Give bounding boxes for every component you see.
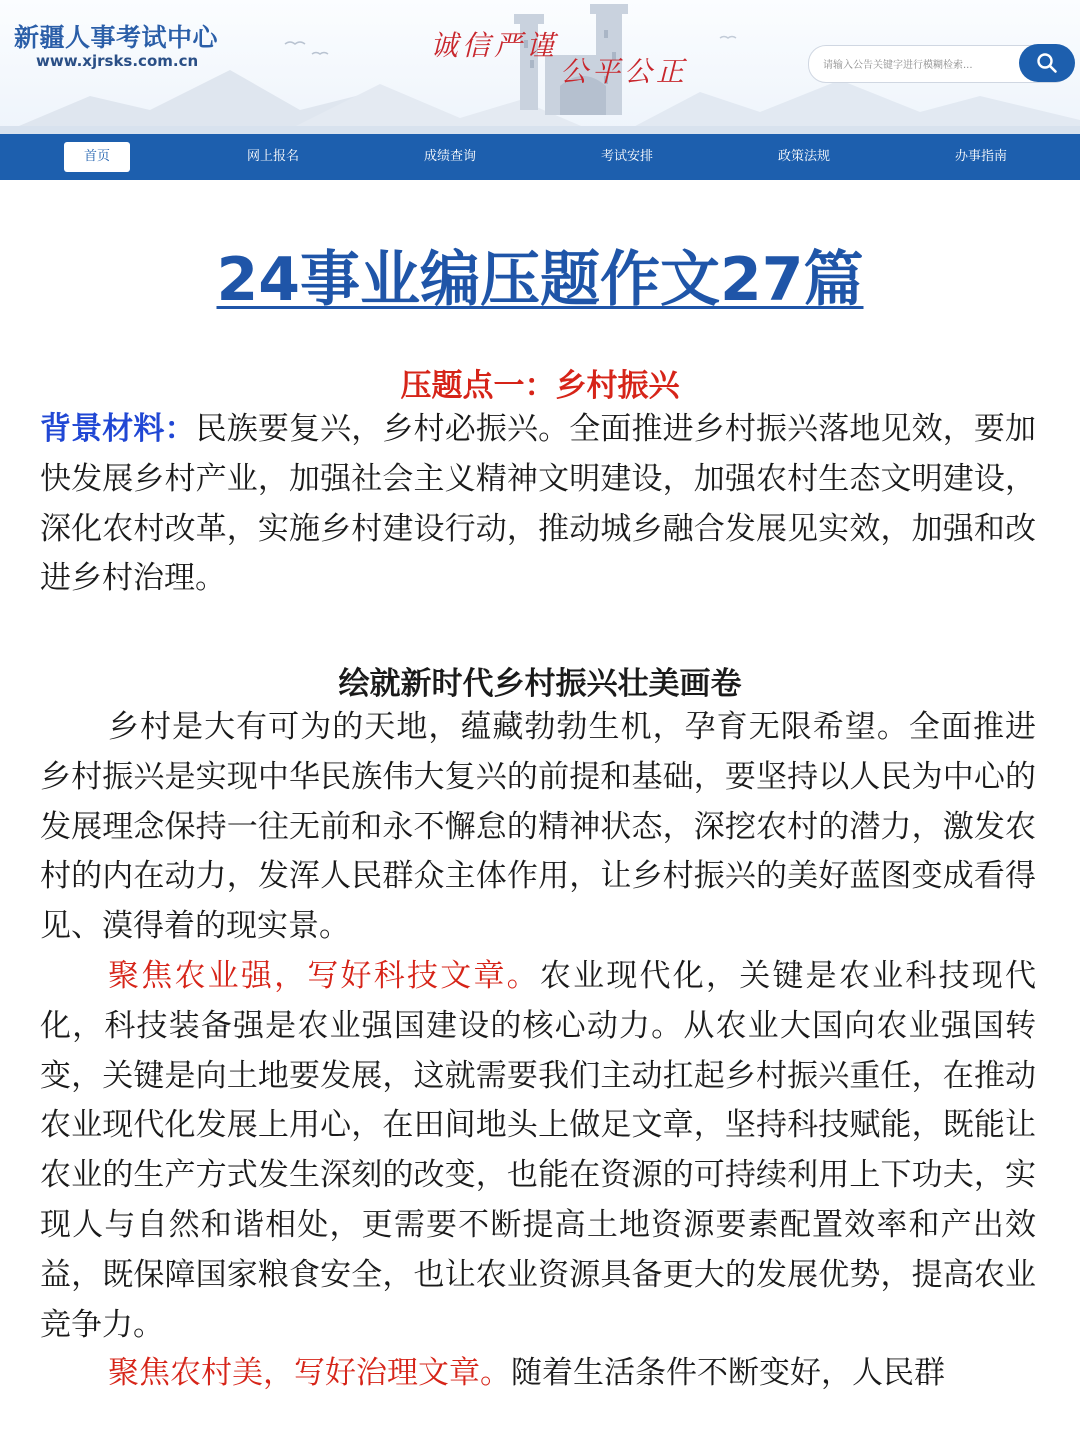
nav-item-score-query[interactable]: 成绩查询 bbox=[423, 149, 476, 164]
search-button[interactable] bbox=[1019, 44, 1075, 82]
search-input[interactable] bbox=[821, 53, 1015, 77]
nav-item-home[interactable]: 首页 bbox=[64, 142, 130, 172]
slogan-line-2: 公平公正 bbox=[560, 55, 689, 88]
paragraph-2-lead: 聚焦农业强，写好科技文章。 bbox=[108, 958, 540, 994]
site-logo-title[interactable]: 新疆人事考试中心 bbox=[14, 23, 219, 52]
essay-title: 绘就新时代乡村振兴壮美画卷 bbox=[338, 666, 742, 702]
paragraph-2-text: 农业现代化，关键是农业科技现代化，科技装备强是农业强国建设的核心动力。从农业大国向农业强国转变，关键是向土地要发展，这就需要我们主动扛起乡村振兴重任，在推动农业现代化发展上用心，在田间地头上做足文章，坚持科技赋能，既能让农业的生产方式发生深刻的改变，也能在资源的可持续利用上下功夫，实现人与自然和谐相处，更需要不断提高土地资源要素配置效率和产出效益，既保障国家粮食安全，也让农业资源具备更大的发展优势，提高农业竞争力。 bbox=[40, 958, 1037, 1343]
paragraph-3-lead: 聚焦农村美，写好治理文章。 bbox=[108, 1355, 511, 1391]
essay-paragraph-2 bbox=[40, 952, 1036, 1350]
background-label: 背景材料： bbox=[40, 411, 196, 447]
site-header bbox=[0, 0, 1080, 134]
article-title: 24事业编压题作文27篇 bbox=[216, 245, 864, 315]
site-logo-url[interactable]: www.xjrsks.com.cn bbox=[36, 52, 199, 70]
point-heading: 压题点一：乡村振兴 bbox=[400, 368, 680, 404]
main-nav bbox=[0, 134, 1080, 180]
nav-item-online-registration[interactable]: 网上报名 bbox=[246, 149, 299, 164]
nav-item-service-guide[interactable]: 办事指南 bbox=[954, 149, 1007, 164]
background-paragraph bbox=[40, 405, 1036, 604]
search-icon bbox=[1036, 52, 1058, 74]
essay-paragraph-3 bbox=[40, 1349, 1036, 1399]
slogan-line-1: 诚信严谨 bbox=[430, 29, 559, 62]
paragraph-3-text: 随着生活条件不断变好，人民群 bbox=[511, 1355, 945, 1391]
nav-item-policies[interactable]: 政策法规 bbox=[777, 149, 830, 164]
nav-item-exam-schedule[interactable]: 考试安排 bbox=[600, 149, 653, 164]
essay-paragraph-1: 乡村是大有可为的天地，蕴藏勃勃生机，孕育无限希望。全面推进乡村振兴是实现中华民族伟大复兴的前提和基础，要坚持以人民为中心的发展理念保持一往无前和永不懈怠的精神状态，深挖农村的潜力，激发农村的内在动力，发浑人民群众主体作用，让乡村振兴的美好蓝图变成看得见、漠得着的现实景。 bbox=[40, 709, 1036, 945]
background-text: 民族要复兴，乡村必振兴。全面推进乡村振兴落地见效，要加快发展乡村产业，加强社会主义精神文明建设，加强农村生态文明建设，深化农村改革，实施乡村建设行动，推动城乡融合发展见实效，加强和改进乡村治理。 bbox=[40, 411, 1037, 597]
